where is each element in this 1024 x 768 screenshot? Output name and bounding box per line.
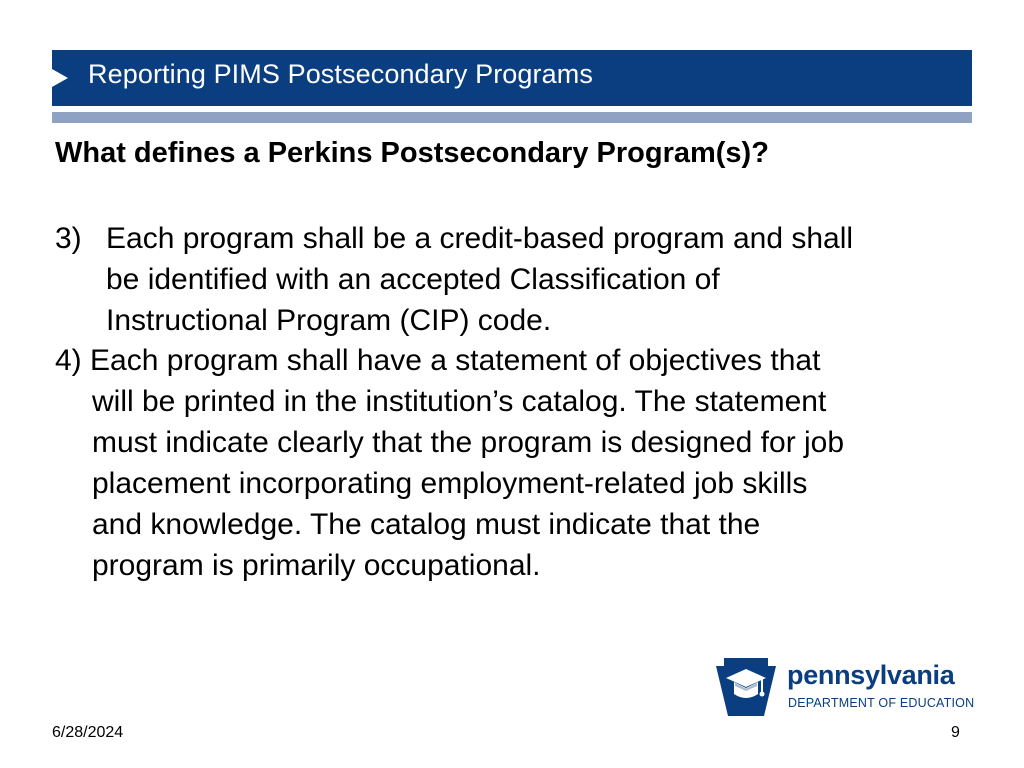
section-heading: What defines a Perkins Postsecondary Program(s)? [55, 137, 769, 169]
keystone-mortarboard-icon [714, 656, 778, 718]
pa-education-logo [714, 656, 976, 718]
arrow-bullet-icon [52, 69, 68, 87]
text-line: must indicate clearly that the program is designed for job [92, 426, 845, 459]
list-item-number: 3) [55, 222, 82, 255]
text-line: placement incorporating employment-related job skills [92, 467, 808, 500]
text-line: Each program shall be a credit-based program and shall [106, 222, 854, 255]
text-line: program is primarily occupational. [92, 549, 541, 582]
text-line [55, 340, 930, 381]
list-item-number: 4) [55, 344, 82, 377]
text-line-content: Each program shall have a statement of objectives that [90, 344, 821, 377]
logo-department: DEPARTMENT OF EDUCATION [788, 696, 975, 710]
title-rule [52, 112, 972, 123]
list-item-4 [55, 340, 975, 590]
page-number: 9 [951, 724, 960, 741]
text-line: will be printed in the institution’s catalog. The statement [92, 385, 827, 418]
list-item-text [106, 218, 966, 341]
logo-name: pennsylvania [787, 660, 955, 690]
list-item-text [55, 340, 930, 586]
text-line: be identified with an accepted Classification of [106, 263, 720, 296]
text-line: Instructional Program (CIP) code. [106, 304, 552, 337]
text-line: and knowledge. The catalog must indicate that the [92, 508, 761, 541]
slide-title: Reporting PIMS Postsecondary Programs [88, 59, 593, 89]
list-item-3 [55, 218, 975, 341]
footer-date: 6/28/2024 [52, 724, 124, 741]
title-banner [52, 50, 972, 106]
